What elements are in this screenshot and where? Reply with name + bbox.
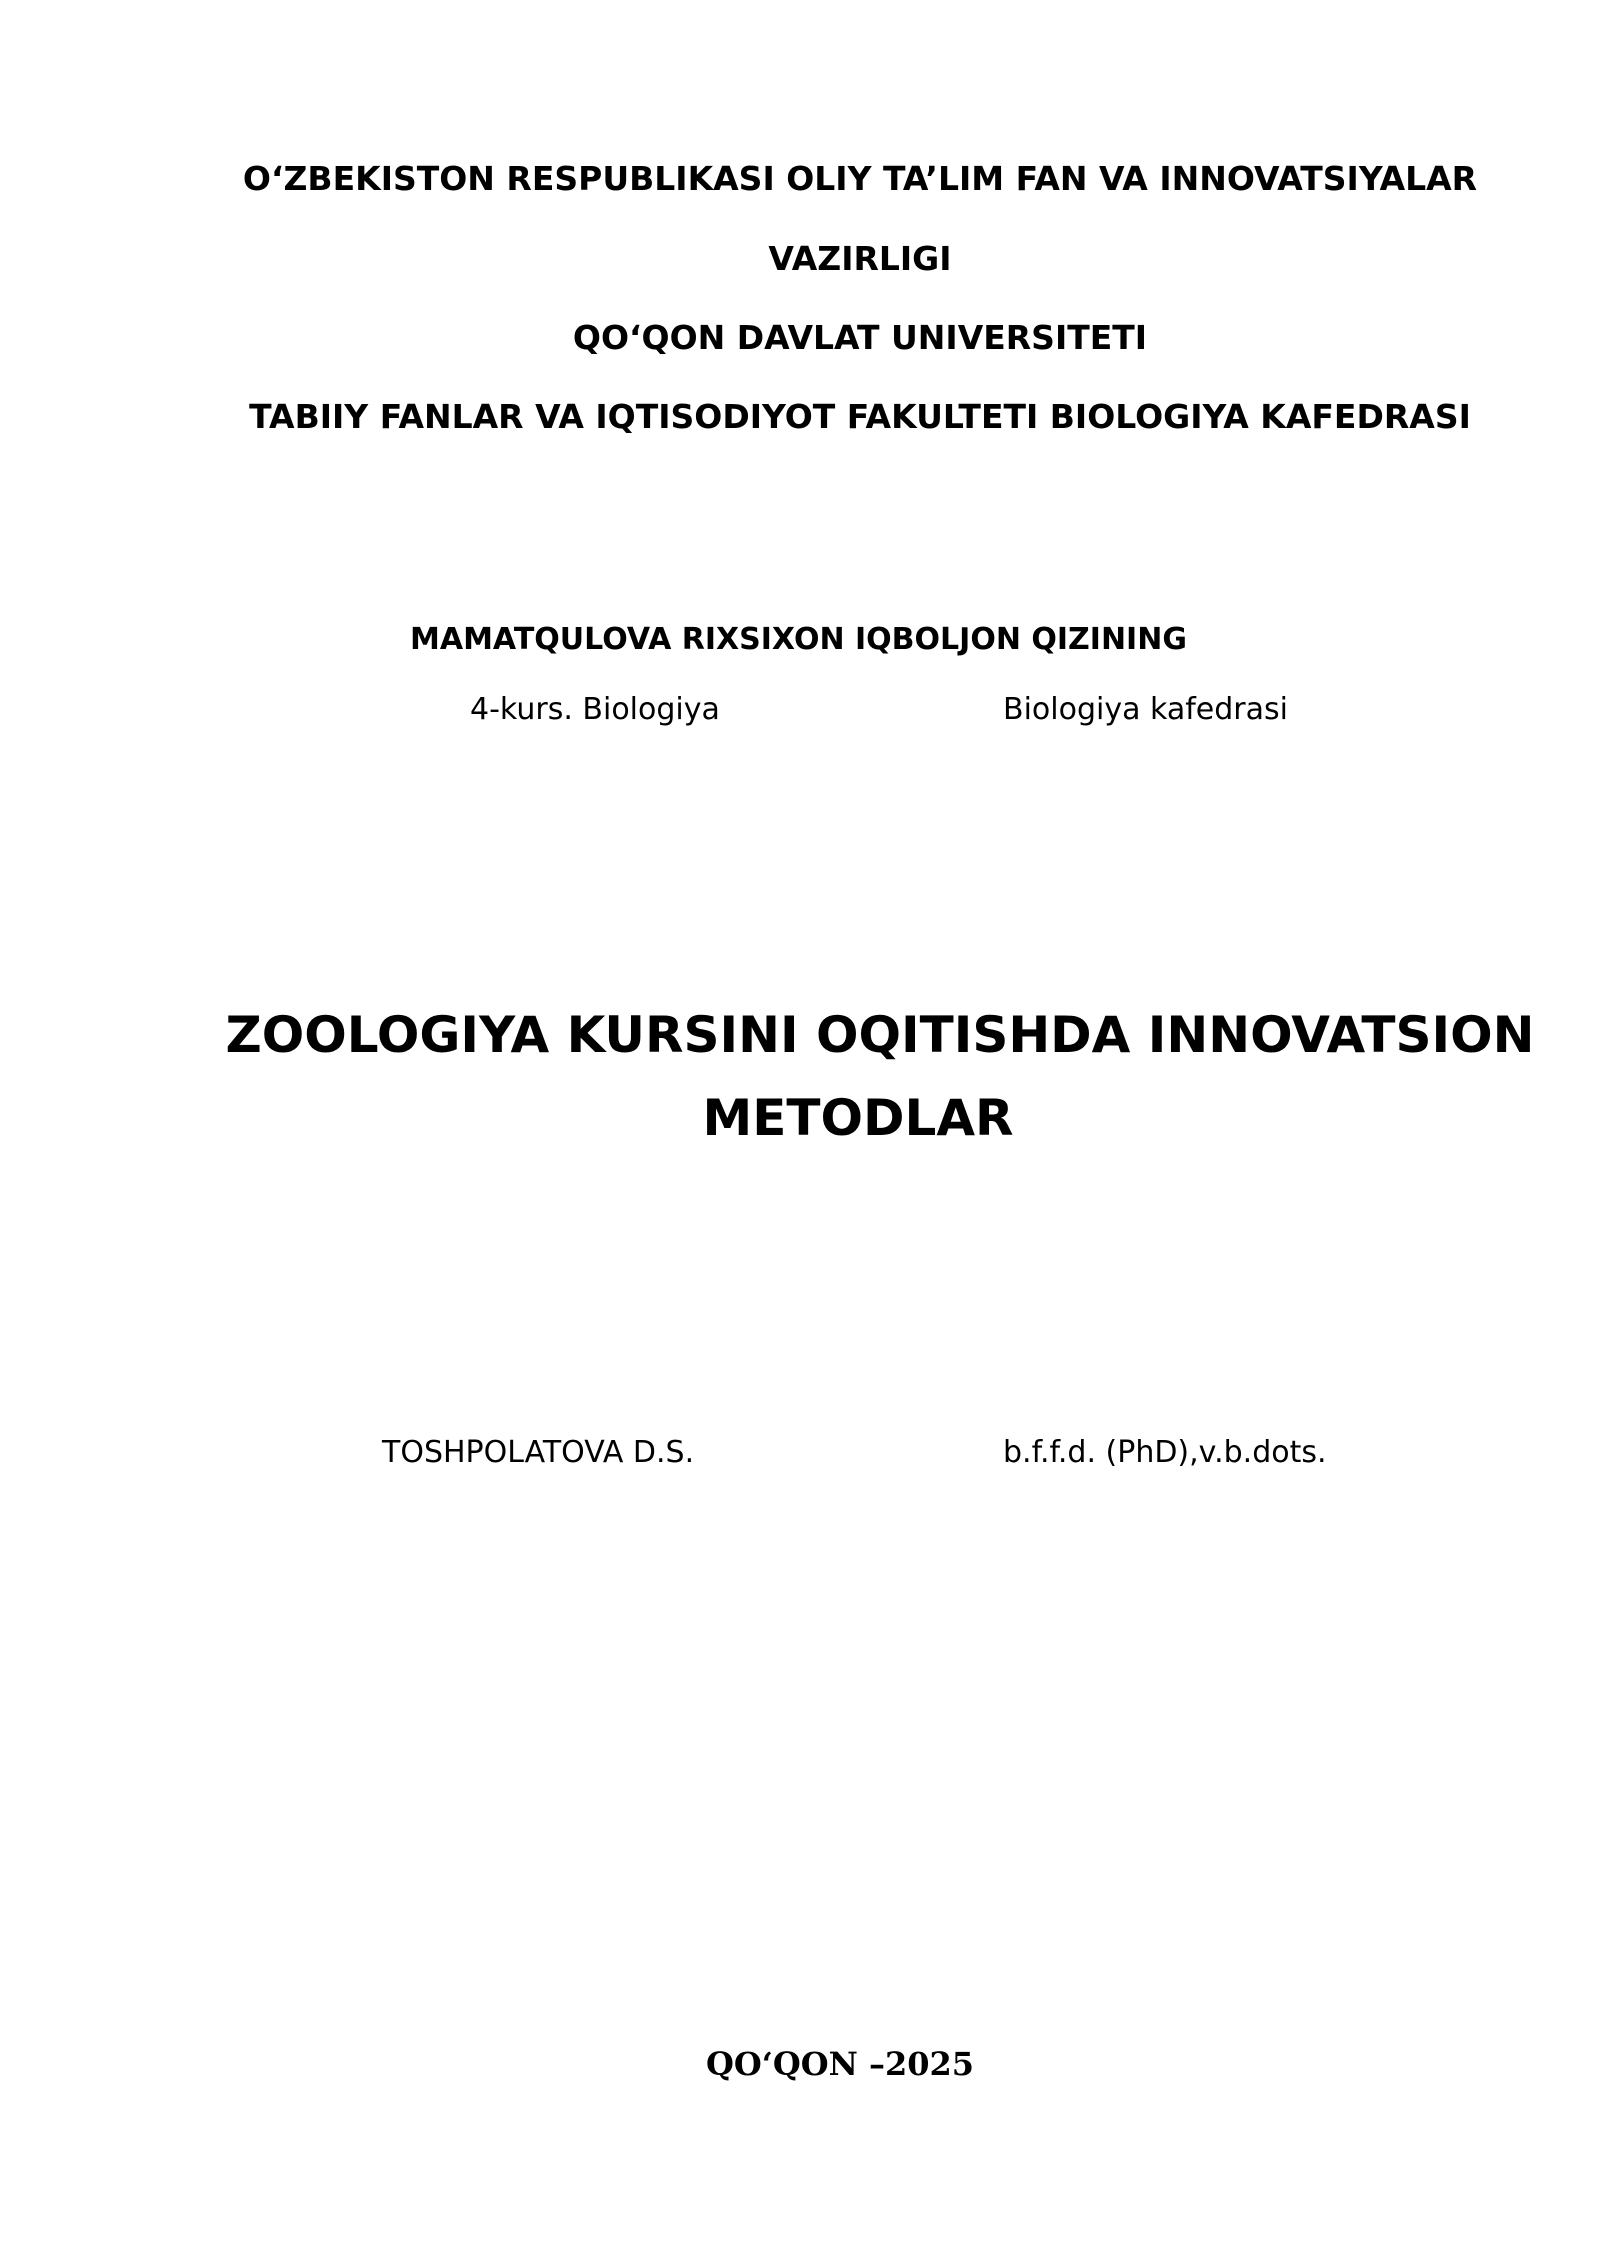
ministry-line-2: VAZIRLIGI [768, 239, 952, 278]
ministry-line-1: O‘ZBEKISTON RESPUBLIKASI OLIY TA’LIM FAN VA INNOVATSIYALAR [242, 159, 1478, 198]
place-and-year: QO‘QON –2025 [705, 2045, 975, 2083]
thesis-title-line-2: METODLAR [702, 1089, 1014, 1147]
student-department: Biologiya kafedrasi [1003, 692, 1288, 727]
faculty-name: TABIIY FANLAR VA IQTISODIYOT FAKULTETI BIOLOGIYA KAFEDRASI [249, 397, 1471, 436]
supervisor-degree: b.f.f.d. (PhD),v.b.dots. [1003, 1435, 1327, 1470]
university-name: QO‘QON DAVLAT UNIVERSITETI [572, 318, 1148, 357]
thesis-title-line-1: ZOOLOGIYA KURSINI OQITISHDA INNOVATSION [225, 1006, 1535, 1064]
student-course: 4-kurs. Biologiya [470, 692, 720, 727]
student-name: MAMATQULOVA RIXSIXON IQBOLJON QIZINING [410, 622, 1187, 657]
supervisor-name: TOSHPOLATOVA D.S. [382, 1435, 695, 1470]
